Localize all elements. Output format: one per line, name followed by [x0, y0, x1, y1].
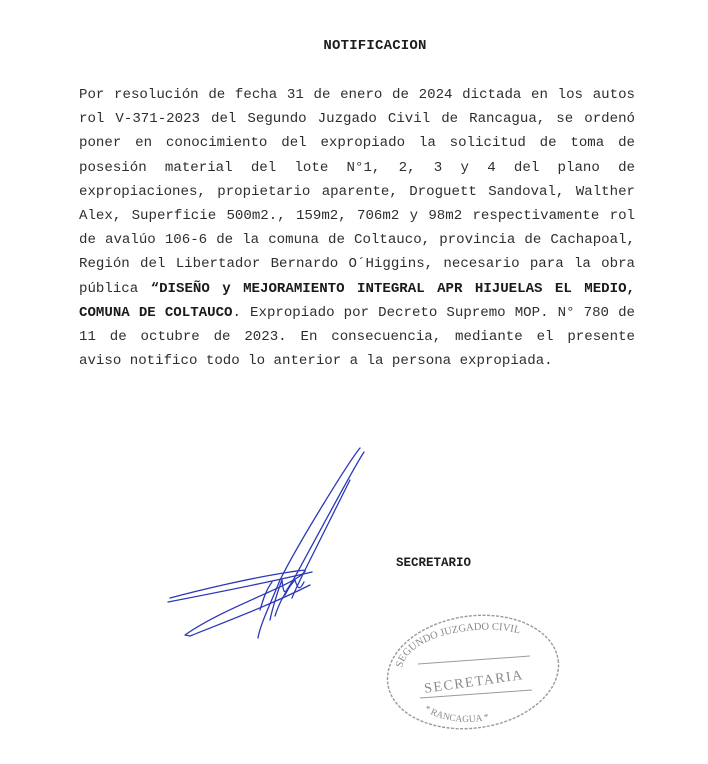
court-stamp — [380, 606, 566, 736]
stamp-bottom-text: * RANCAGUA * — [422, 704, 490, 726]
document-title: NOTIFICACION — [323, 38, 427, 54]
svg-text:SEGUNDO JUZGADO CIVIL — [394, 622, 521, 669]
stamp-top-text: SEGUNDO JUZGADO CIVIL — [394, 621, 522, 669]
svg-text:* RANCAGUA * — [422, 704, 490, 725]
paragraph-text-part2: . Expropiado por Decreto Supremo MOP. N° 780 de 11 de octubre de 2023. En consecuencia, mediante el presente aviso notifico todo lo anterior a la persona expropiada. — [79, 304, 635, 370]
notification-paragraph — [79, 83, 635, 373]
signer-title: SECRETARIO — [396, 556, 472, 570]
handwritten-signature — [160, 440, 390, 650]
paragraph-bold-project-name: “DISEÑO y MEJORAMIENTO INTEGRAL APR HIJUELAS EL MEDIO, COMUNA DE COLTAUCO — [79, 280, 635, 321]
paragraph-text-part1: Por resolución de fecha 31 de enero de 2024 dictada en los autos rol V-371-2023 del Segundo Juzgado Civil de Rancagua, se ordenó poner en conocimiento del expropiado la solicitud de toma de posesión material del lote N°1, 2, 3 y 4 del plano de expropiaciones, propietario aparente, Droguett Sandoval, Walther Alex, Superficie 500m2., 159m2, 706m2 y 98m2 respectivamente rol de avalúo 106-6 de la comuna de Coltauco, provincia de Cachapoal, Región del Libertador Bernardo O´Higgins, necesario para la obra pública — [79, 87, 635, 297]
stamp-center-text: SECRETARIA — [423, 668, 525, 697]
